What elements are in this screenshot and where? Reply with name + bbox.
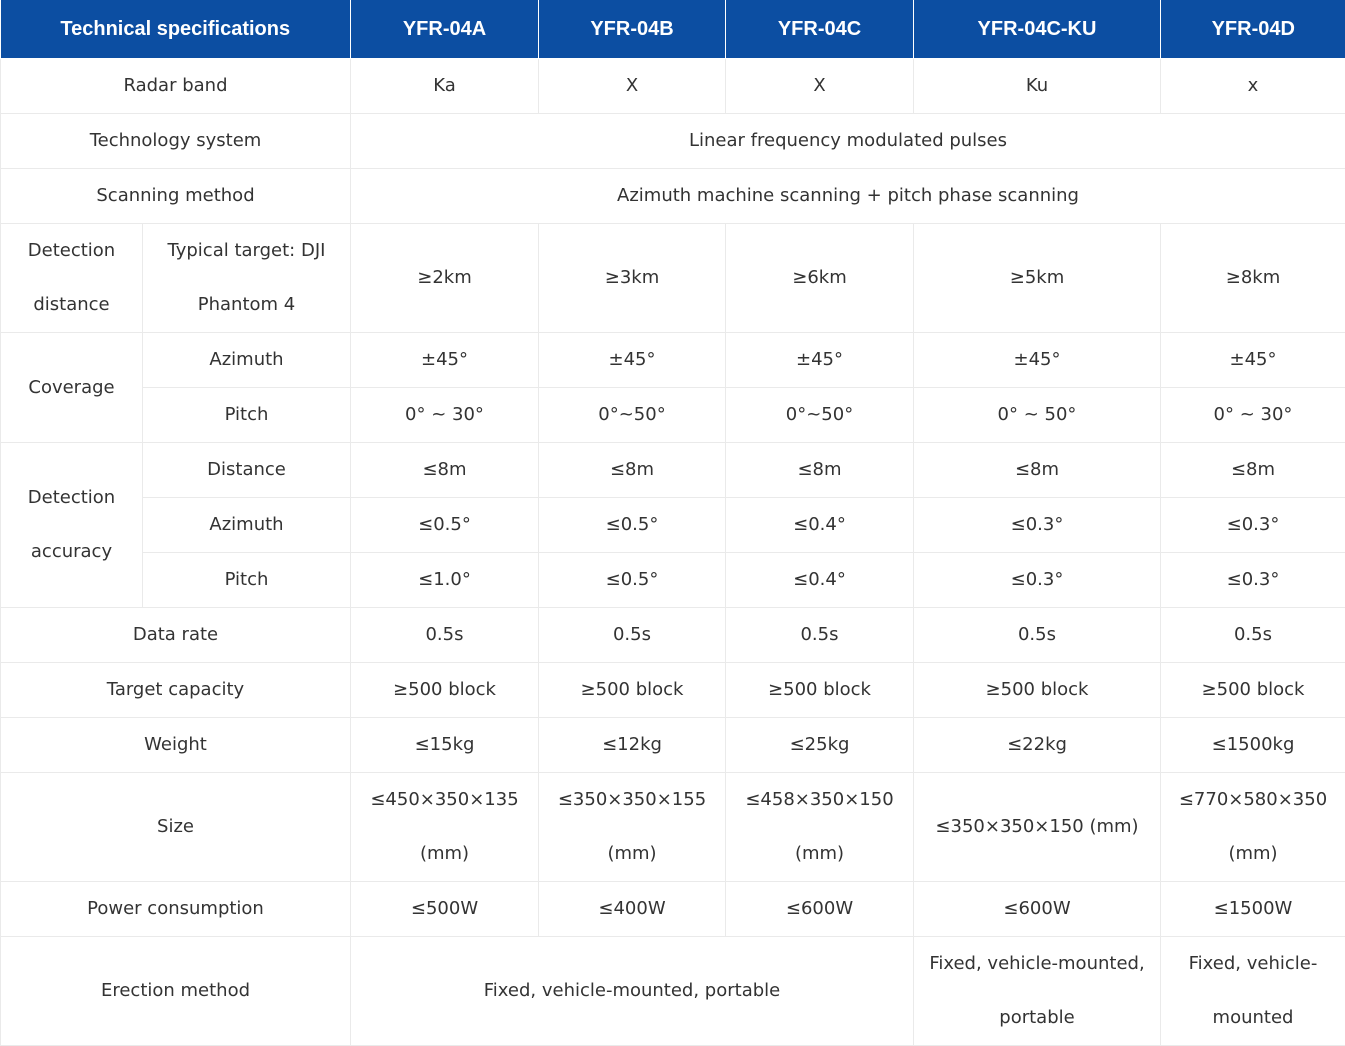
- row-coverage-azimuth: [1, 333, 1345, 388]
- cell-value: ≤500W: [351, 882, 539, 937]
- value-line: ≤458×350×150: [730, 773, 909, 827]
- cell-value: ≥2km: [351, 224, 539, 333]
- cell-value: 0°~50°: [539, 388, 726, 443]
- label-line: distance: [5, 278, 138, 332]
- row-label: Scanning method: [1, 169, 351, 224]
- cell-value: ±45°: [726, 333, 914, 388]
- value-line: (mm): [543, 827, 721, 881]
- row-label: Weight: [1, 718, 351, 773]
- row-label: Erection method: [1, 937, 351, 1046]
- cell-value: ≤400W: [539, 882, 726, 937]
- cell-value: 0° ~ 30°: [1161, 388, 1345, 443]
- cell-value: ≤0.4°: [726, 498, 914, 553]
- cell-value: 0.5s: [726, 608, 914, 663]
- cell-value: ±45°: [1161, 333, 1345, 388]
- cell-value: ≤22kg: [914, 718, 1161, 773]
- cell-value: [351, 773, 539, 882]
- cell-value: ≤0.4°: [726, 553, 914, 608]
- cell-value: ±45°: [351, 333, 539, 388]
- cell-value: ≤0.3°: [1161, 553, 1345, 608]
- header-model: YFR-04C: [726, 0, 914, 59]
- sub-label: Distance: [143, 443, 351, 498]
- row-accuracy-pitch: [1, 553, 1345, 608]
- row-label: [1, 443, 143, 608]
- value-line: ≤450×350×135: [355, 773, 534, 827]
- row-data-rate: [1, 608, 1345, 663]
- cell-value: ≤12kg: [539, 718, 726, 773]
- row-power-consumption: [1, 882, 1345, 937]
- header-row: [1, 0, 1345, 59]
- cell-value: ≤15kg: [351, 718, 539, 773]
- row-radar-band: [1, 59, 1345, 114]
- label-line: Phantom 4: [147, 278, 346, 332]
- cell-value: ≥500 block: [539, 663, 726, 718]
- value-line: ≤770×580×350: [1165, 773, 1341, 827]
- cell-value: ≤8m: [539, 443, 726, 498]
- cell-value: Ku: [914, 59, 1161, 114]
- cell-value: 0.5s: [351, 608, 539, 663]
- row-label: Target capacity: [1, 663, 351, 718]
- value-line: portable: [918, 991, 1156, 1045]
- row-label: Size: [1, 773, 351, 882]
- cell-value: ≥500 block: [1161, 663, 1345, 718]
- cell-value: [1161, 937, 1345, 1046]
- cell-value: ≥500 block: [914, 663, 1161, 718]
- row-target-capacity: [1, 663, 1345, 718]
- cell-value: ±45°: [914, 333, 1161, 388]
- cell-value: 0° ~ 50°: [914, 388, 1161, 443]
- row-coverage-pitch: [1, 388, 1345, 443]
- row-label: [1, 224, 143, 333]
- cell-value: x: [1161, 59, 1345, 114]
- cell-value: ≤600W: [726, 882, 914, 937]
- cell-value: 0° ~ 30°: [351, 388, 539, 443]
- cell-value: ≥500 block: [726, 663, 914, 718]
- cell-value: 0.5s: [1161, 608, 1345, 663]
- value-line: ≤350×350×155: [543, 773, 721, 827]
- row-technology-system: [1, 114, 1345, 169]
- header-model: YFR-04B: [539, 0, 726, 59]
- cell-value: ≥5km: [914, 224, 1161, 333]
- header-model: YFR-04A: [351, 0, 539, 59]
- cell-value: ≤8m: [726, 443, 914, 498]
- cell-value: ≤0.5°: [539, 553, 726, 608]
- row-label: Radar band: [1, 59, 351, 114]
- row-weight: [1, 718, 1345, 773]
- cell-value: [539, 773, 726, 882]
- cell-value: ≤350×350×150 (mm): [914, 773, 1161, 882]
- row-label: Technology system: [1, 114, 351, 169]
- cell-value: ≥500 block: [351, 663, 539, 718]
- label-line: Typical target: DJI: [147, 224, 346, 278]
- value-line: (mm): [730, 827, 909, 881]
- sub-label: Azimuth: [143, 333, 351, 388]
- cell-value: ≤1500W: [1161, 882, 1345, 937]
- value-line: Fixed, vehicle-mounted,: [918, 937, 1156, 991]
- sub-label: Azimuth: [143, 498, 351, 553]
- cell-value: 0.5s: [539, 608, 726, 663]
- row-label: Data rate: [1, 608, 351, 663]
- sub-label: Pitch: [143, 553, 351, 608]
- cell-value: Linear frequency modulated pulses: [351, 114, 1345, 169]
- cell-value: ≥3km: [539, 224, 726, 333]
- label-line: Detection: [5, 224, 138, 278]
- cell-value: ≤8m: [1161, 443, 1345, 498]
- sub-label: Pitch: [143, 388, 351, 443]
- cell-value: ≥6km: [726, 224, 914, 333]
- row-scanning-method: [1, 169, 1345, 224]
- cell-value: ≤1500kg: [1161, 718, 1345, 773]
- cell-value: [1161, 773, 1345, 882]
- cell-value: 0.5s: [914, 608, 1161, 663]
- cell-value: ≤600W: [914, 882, 1161, 937]
- sub-label: [143, 224, 351, 333]
- row-size: [1, 773, 1345, 882]
- value-line: mounted: [1165, 991, 1341, 1045]
- row-accuracy-distance: [1, 443, 1345, 498]
- header-model: YFR-04C-KU: [914, 0, 1161, 59]
- cell-value: ≤0.5°: [351, 498, 539, 553]
- row-accuracy-azimuth: [1, 498, 1345, 553]
- row-detection-distance: [1, 224, 1345, 333]
- header-spec-label: Technical specifications: [1, 0, 351, 59]
- cell-value: ±45°: [539, 333, 726, 388]
- value-line: (mm): [1165, 827, 1341, 881]
- cell-value: ≤0.3°: [1161, 498, 1345, 553]
- cell-value: ≤25kg: [726, 718, 914, 773]
- row-label: Power consumption: [1, 882, 351, 937]
- cell-value: ≤0.3°: [914, 498, 1161, 553]
- cell-value: X: [539, 59, 726, 114]
- cell-value: X: [726, 59, 914, 114]
- value-line: (mm): [355, 827, 534, 881]
- cell-value: 0°~50°: [726, 388, 914, 443]
- label-line: Detection: [5, 471, 138, 525]
- cell-value: [726, 773, 914, 882]
- value-line: Fixed, vehicle-: [1165, 937, 1341, 991]
- cell-value: Fixed, vehicle-mounted, portable: [351, 937, 914, 1046]
- cell-value: ≤0.5°: [539, 498, 726, 553]
- cell-value: ≤1.0°: [351, 553, 539, 608]
- header-model: YFR-04D: [1161, 0, 1345, 59]
- row-label: Coverage: [1, 333, 143, 443]
- row-erection-method: [1, 937, 1345, 1046]
- cell-value: ≤0.3°: [914, 553, 1161, 608]
- cell-value: ≤8m: [351, 443, 539, 498]
- label-line: accuracy: [5, 525, 138, 579]
- cell-value: Ka: [351, 59, 539, 114]
- cell-value: ≥8km: [1161, 224, 1345, 333]
- cell-value: ≤8m: [914, 443, 1161, 498]
- cell-value: Azimuth machine scanning + pitch phase scanning: [351, 169, 1345, 224]
- cell-value: [914, 937, 1161, 1046]
